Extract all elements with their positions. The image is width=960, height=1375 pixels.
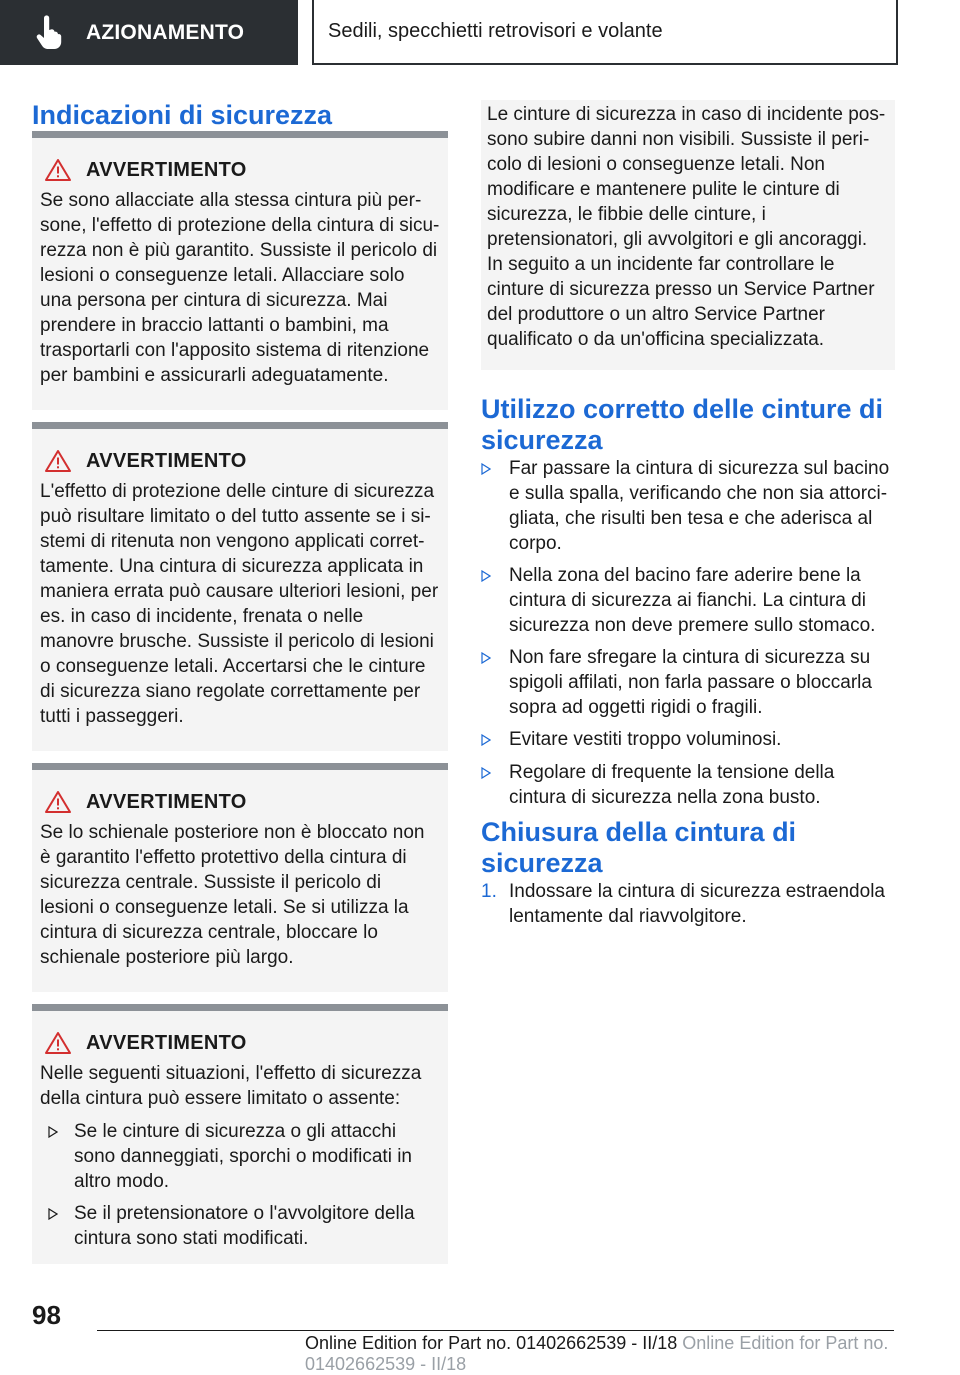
list-item [40,1119,440,1194]
list-item-text: Se il pretensionatore o l'avvolgitore della cintura sono stati modificati. [74,1203,415,1249]
fastening-steps [481,879,895,929]
bullet-triangle-icon [481,463,491,475]
section-title-correct-use: Utilizzo corretto delle cinture di sicurezza [481,394,884,455]
bullet-triangle-icon [48,1208,58,1220]
footer-divider [97,1330,894,1331]
warning-triangle-icon [44,449,72,473]
warning-text: L'effetto di protezione delle cinture di sicurezza può risultare limitato o del tutto assente se i sistemi di ritenuta non vengono applicati correttamente. Una cintura di sicurezza applicata in maniera errata può causare ulteriori lesioni, per es. in caso di incidente, frenata o nelle manovre brusche. Sussiste il pericolo di lesioni o conseguenze letali. Accertarsi che le cinture di sicurezza siano regolate correttamente per tutti i passeggeri. [40,481,439,727]
bullet-triangle-icon [481,767,491,779]
step-number: 1. [481,881,497,902]
bullet-triangle-icon [481,570,491,582]
warning-text: Nelle seguenti situazioni, l'effetto di sicurezza della cintura può essere limitato o assente: [40,1063,422,1109]
list-item-text: Nella zona del bacino fare aderire bene la cintura di sicurezza ai fianchi. La cintura di sicurezza non deve premere sullo stomaco. [509,565,876,636]
list-item [481,645,895,720]
list-item [481,760,895,810]
page-number: 98 [32,1300,61,1330]
warning-title: AVVERTIMENTO [86,1031,247,1054]
warning-title: AVVERTIMENTO [86,790,247,813]
step-item [481,879,895,929]
list-item [481,563,895,638]
right-column [481,100,895,936]
warning-box [32,131,448,410]
warning-text: Se lo schienale posteriore non è bloccato non è garantito l'effetto protettivo della cintura di sicurezza centrale. Sussiste il pericolo di lesioni o conseguenze letali. Se si utilizza la cintura di sicurezza centrale, bloccare lo schienale posteriore più largo. [40,822,425,968]
bullet-triangle-icon [481,652,491,664]
section-title-safety: Indicazioni di sicurezza [32,100,333,130]
correct-use-list [481,456,895,810]
list-item [481,727,895,753]
warning-triangle-icon [44,158,72,182]
bullet-triangle-icon [48,1126,58,1138]
list-item-text: Regolare di frequente la tensione della cintura di sicurezza nella zona busto. [509,762,835,808]
list-item-text: Far passare la cintura di sicurezza sul bacino e sulla spalla, verificando che non sia attorcigliata, che risulti ben tesa e che aderisca al corpo. [509,458,890,554]
warning-triangle-icon [44,790,72,814]
bullet-triangle-icon [481,734,491,746]
section-label: AZIONAMENTO [86,20,245,44]
list-item-text: Se le cinture di sicurezza o gli attacchi sono danneggiati, sporchi o modificati in altro modo. [74,1121,412,1192]
footer-edition [305,1333,960,1375]
left-column [32,100,448,1276]
site-watermark: Online Edition for Part no. 01402662539 - II/18 [305,1333,889,1374]
warning-triangle-icon [44,1031,72,1055]
step-text: Indossare la cintura di sicurezza estraendola lentamente dal riavvolgitore. [509,881,885,927]
section-title-fastening: Chiusura della cintura di sicurezza [481,817,797,878]
warning-title: AVVERTIMENTO [86,158,247,181]
list-item [40,1201,440,1251]
edition-text: Online Edition for Part no. 01402662539 - II/18 [305,1333,678,1353]
warning-text: Le cinture di sicurezza in caso di incidente possono subire danni non visibili. Sussiste il pericolo di lesioni o conseguenze letali. Non modificare e mantenere pulite le cinture di sicurezza, le fibbie delle cinture, i pretensionatori, gli avvolgitori e gli ancoraggi. In seguito a un incidente far controllare le cinture di sicurezza presso un Service Partner del produttore o un altro Service Partner qualificato o da un'officina specializzata. [487,104,886,350]
section-tab [0,0,298,65]
chapter-header [312,0,898,65]
warning-title: AVVERTIMENTO [86,449,247,472]
warning-box [32,1004,448,1264]
warning-list [40,1119,440,1251]
list-item [481,456,895,556]
list-item-text: Evitare vestiti troppo voluminosi. [509,729,782,750]
warning-box [32,422,448,751]
hand-pointer-icon [34,14,72,52]
warning-continuation [481,100,895,370]
warning-text: Se sono allacciate alla stessa cintura più persone, l'effetto di protezione della cintura di sicurezza non è più garantito. Sussiste il pericolo di lesioni o conseguenze letali. Allacciare solo una persona per cintura di sicurezza. Mai prendere in braccio lattanti o bambini, ma trasportarli con l'apposito sistema di ritenzione per bambini e assicurarli adeguatamente. [40,190,440,386]
warning-box [32,763,448,992]
chapter-title: Sedili, specchietti retrovisori e volante [328,20,663,42]
list-item-text: Non fare sfregare la cintura di sicurezza su spigoli affilati, non farla passare o bloccarla sopra ad oggetti rigidi o fragili. [509,647,872,718]
